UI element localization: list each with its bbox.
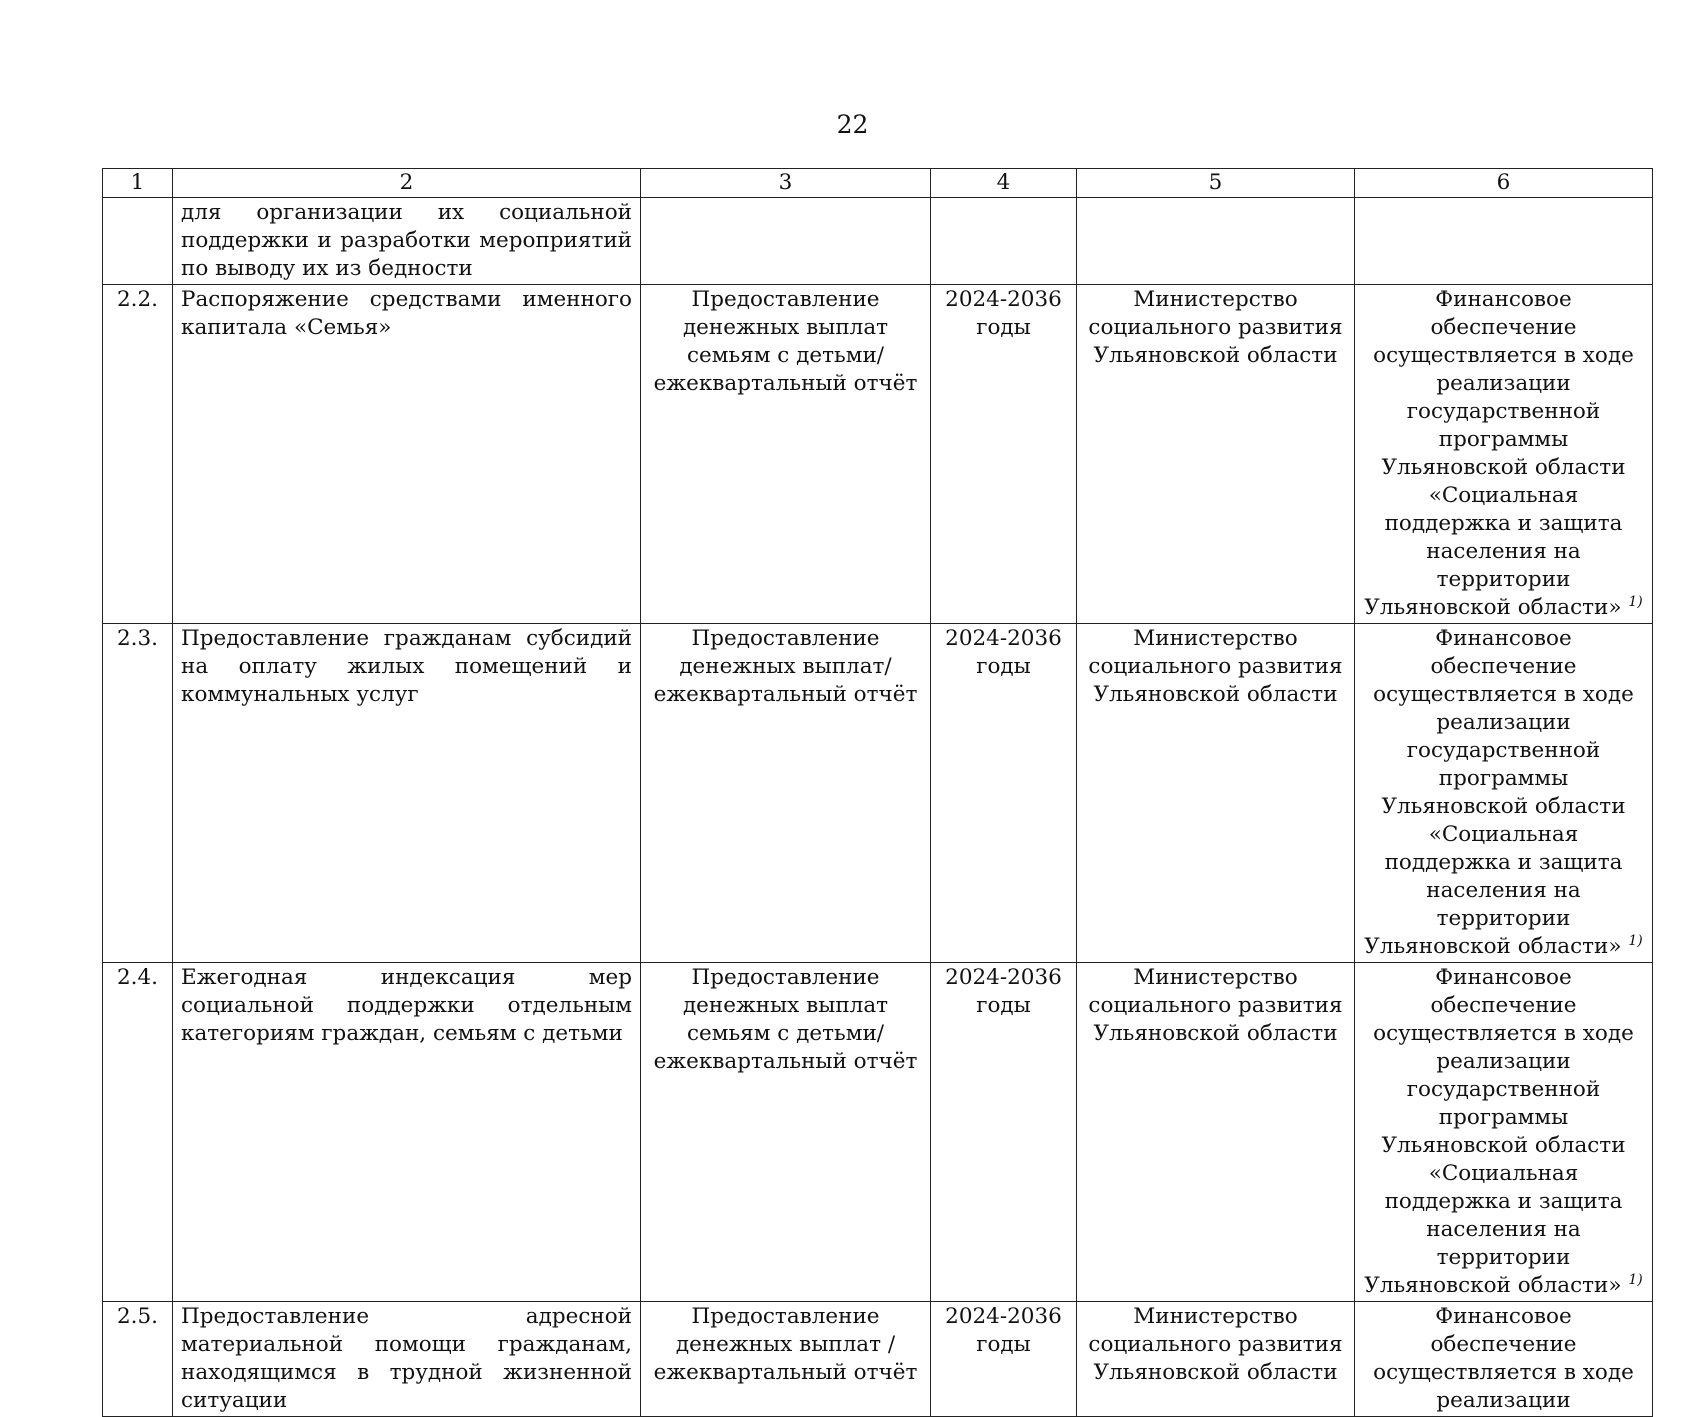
column-header: 4	[931, 169, 1077, 198]
executor-cell: Министерство социального развития Ульяновской области	[1077, 963, 1355, 1302]
row-number: 2.2.	[103, 285, 173, 624]
funding-cell: Финансовое обеспечение осуществляется в ходе реализации	[1355, 1302, 1653, 1417]
result-cell: Предоставление денежных выплат/ ежеквартальный отчёт	[641, 624, 931, 963]
activity-cell: Распоряжение средствами именного капитала «Семья»	[173, 285, 641, 624]
column-header: 2	[173, 169, 641, 198]
row-number: 2.3.	[103, 624, 173, 963]
table-row	[103, 1302, 1653, 1417]
period-cell: 2024-2036 годы	[931, 624, 1077, 963]
table-row	[103, 285, 1653, 624]
funding-text: Финансовое обеспечение осуществляется в ходе реализации государственной программы Ульяновской области «Социальная поддержка и защита населения на территории Ульяновской области»	[1364, 626, 1634, 959]
activity-cell: Предоставление гражданам субсидий на оплату жилых помещений и коммунальных услуг	[173, 624, 641, 963]
executor-cell: Министерство социального развития Ульяновской области	[1077, 624, 1355, 963]
result-cell: Предоставление денежных выплат / ежеквартальный отчёт	[641, 1302, 931, 1417]
funding-cell	[1355, 285, 1653, 624]
footnote-marker: 1)	[1628, 932, 1643, 949]
table-row	[103, 624, 1653, 963]
funding-cell	[1355, 963, 1653, 1302]
row-number: 2.4.	[103, 963, 173, 1302]
footnote-marker: 1)	[1628, 593, 1643, 610]
funding-text: Финансовое обеспечение осуществляется в ходе реализации государственной программы Ульяновской области «Социальная поддержка и защита населения на территории Ульяновской области»	[1364, 287, 1634, 620]
period-cell: 2024-2036 годы	[931, 1302, 1077, 1417]
funding-cell	[1355, 624, 1653, 963]
column-header: 3	[641, 169, 931, 198]
page-number: 22	[836, 110, 869, 139]
activity-cell: Предоставление адресной материальной помощи гражданам, находящимся в трудной жизненной ситуации	[173, 1302, 641, 1417]
footnote-marker: 1)	[1628, 1271, 1643, 1288]
table-header-row	[103, 169, 1653, 198]
table-row	[103, 963, 1653, 1302]
funding-text: Финансовое обеспечение осуществляется в ходе реализации государственной программы Ульяновской области «Социальная поддержка и защита населения на территории Ульяновской области»	[1364, 965, 1634, 1298]
funding-cell	[1355, 198, 1653, 285]
executor-cell	[1077, 198, 1355, 285]
table-row	[103, 198, 1653, 285]
result-cell: Предоставление денежных выплат семьям с детьми/ ежеквартальный отчёт	[641, 963, 931, 1302]
period-cell: 2024-2036 годы	[931, 285, 1077, 624]
row-number	[103, 198, 173, 285]
result-cell: Предоставление денежных выплат семьям с детьми/ ежеквартальный отчёт	[641, 285, 931, 624]
activity-cell: для организации их социальной поддержки и разработки мероприятий по выводу их из бедности	[173, 198, 641, 285]
period-cell	[931, 198, 1077, 285]
column-header: 1	[103, 169, 173, 198]
column-header: 6	[1355, 169, 1653, 198]
executor-cell: Министерство социального развития Ульяновской области	[1077, 1302, 1355, 1417]
activity-cell: Ежегодная индексация мер социальной поддержки отдельным категориям граждан, семьям с детьми	[173, 963, 641, 1302]
executor-cell: Министерство социального развития Ульяновской области	[1077, 285, 1355, 624]
result-cell	[641, 198, 931, 285]
column-header: 5	[1077, 169, 1355, 198]
period-cell: 2024-2036 годы	[931, 963, 1077, 1302]
measures-table	[102, 168, 1653, 1417]
row-number: 2.5.	[103, 1302, 173, 1417]
